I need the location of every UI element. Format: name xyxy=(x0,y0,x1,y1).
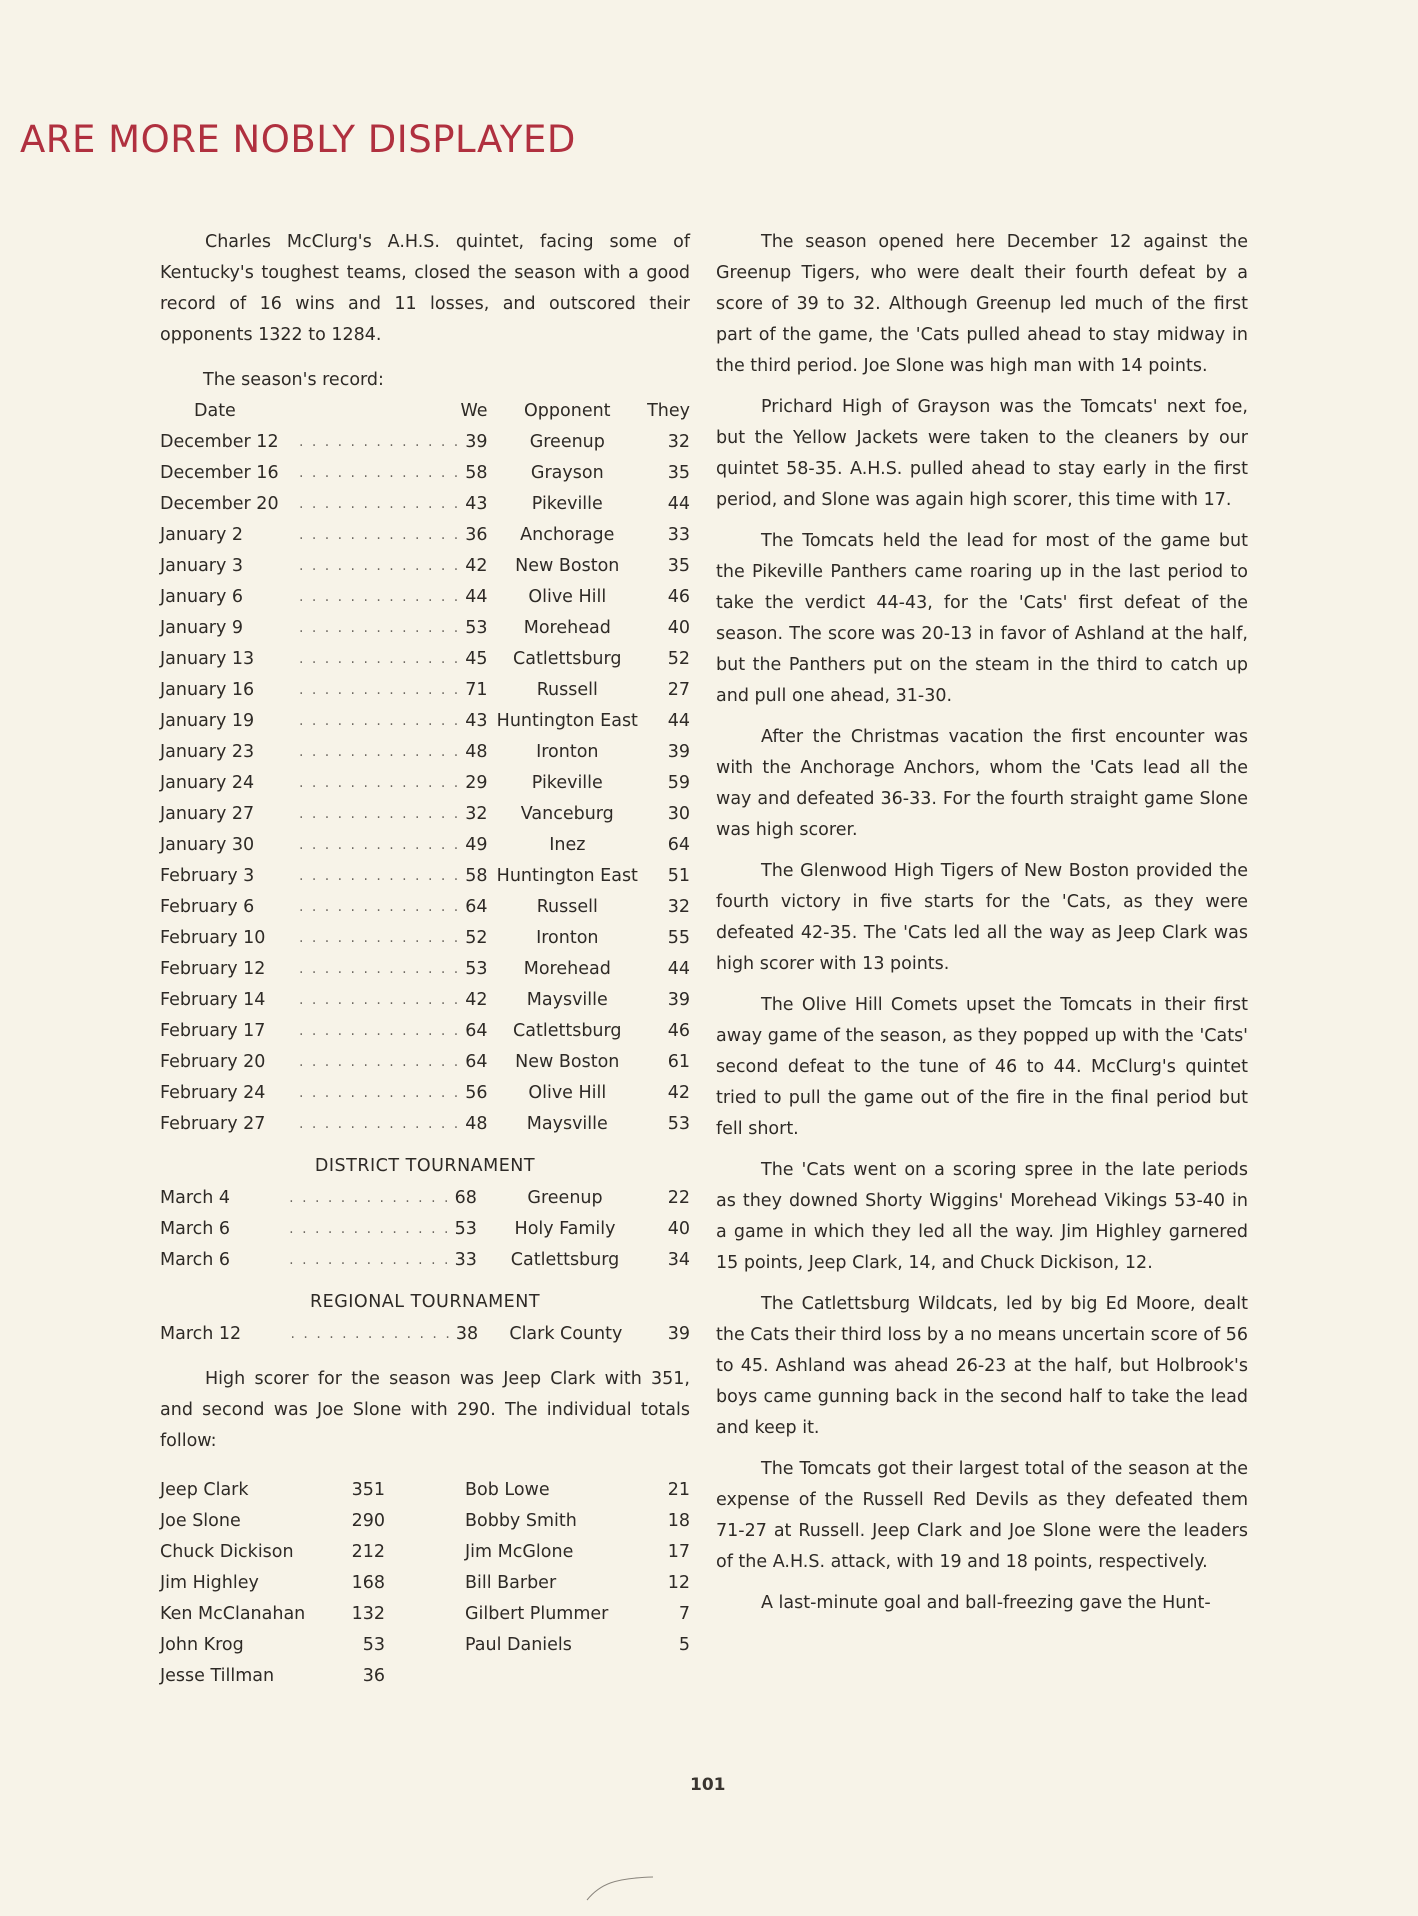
individual-totals xyxy=(160,1475,690,1692)
player-points: 17 xyxy=(667,1542,690,1562)
game-opponent: Ironton xyxy=(536,742,599,762)
header-we: We xyxy=(460,401,488,421)
table-header-row xyxy=(160,396,690,427)
table-row xyxy=(160,799,690,830)
left-column xyxy=(160,227,690,1692)
game-date: March 12 xyxy=(160,1324,242,1344)
table-row xyxy=(160,1016,690,1047)
player-name: John Krog xyxy=(160,1635,244,1655)
game-we-score: 53 xyxy=(465,618,488,638)
player-total-row xyxy=(160,1599,385,1630)
game-date: January 13 xyxy=(160,649,255,669)
game-date: December 20 xyxy=(160,494,279,514)
game-opponent: Catlettsburg xyxy=(513,1021,622,1041)
game-date: January 9 xyxy=(160,618,244,638)
game-date: January 24 xyxy=(160,773,255,793)
season-record-table xyxy=(160,396,690,1140)
game-opponent: Maysville xyxy=(526,990,608,1010)
game-we-score: 42 xyxy=(465,556,488,576)
totals-right-column xyxy=(465,1475,690,1692)
player-total-row xyxy=(465,1537,690,1568)
regional-heading: REGIONAL TOURNAMENT xyxy=(309,1292,541,1312)
game-date: January 27 xyxy=(160,804,255,824)
player-points: 21 xyxy=(667,1480,690,1500)
game-opponent: Russell xyxy=(536,680,598,700)
header-they: They xyxy=(647,401,690,421)
game-date: December 16 xyxy=(160,463,279,483)
game-opponent: Olive Hill xyxy=(528,587,607,607)
player-points: 351 xyxy=(351,1480,385,1500)
table-row xyxy=(160,644,690,675)
game-they-score: 44 xyxy=(667,711,690,731)
player-name: Bobby Smith xyxy=(465,1511,577,1531)
game-we-score: 43 xyxy=(465,711,488,731)
game-they-score: 30 xyxy=(667,804,690,824)
leader-dots: . . . . . . . . . . . . . xyxy=(298,1116,461,1132)
game-they-score: 35 xyxy=(667,463,690,483)
player-points: 168 xyxy=(351,1573,385,1593)
game-opponent: Russell xyxy=(536,897,598,917)
game-date: January 6 xyxy=(160,587,244,607)
leader-dots: . . . . . . . . . . . . . xyxy=(289,1252,451,1268)
leader-dots: . . . . . . . . . . . . . xyxy=(298,992,461,1008)
player-name: Bill Barber xyxy=(465,1573,557,1593)
game-we-score: 56 xyxy=(465,1083,488,1103)
game-we-score: 52 xyxy=(465,928,488,948)
game-date: January 16 xyxy=(160,680,255,700)
player-name: Gilbert Plummer xyxy=(465,1604,609,1624)
district-table xyxy=(160,1183,690,1276)
header-opponent: Opponent xyxy=(524,401,611,421)
game-we-score: 64 xyxy=(465,1021,488,1041)
game-date: January 23 xyxy=(160,742,255,762)
player-total-row xyxy=(465,1630,690,1661)
player-total-row xyxy=(160,1537,385,1568)
table-row xyxy=(160,427,690,458)
game-they-score: 53 xyxy=(667,1114,690,1134)
game-date: January 30 xyxy=(160,835,255,855)
game-we-score: 64 xyxy=(465,897,488,917)
player-points: 18 xyxy=(667,1511,690,1531)
game-opponent: Ironton xyxy=(536,928,599,948)
leader-dots: . . . . . . . . . . . . . xyxy=(298,930,461,946)
player-name: Jeep Clark xyxy=(160,1480,249,1500)
game-summary-paragraph: The 'Cats went on a scoring spree in the late periods as they downed Shorty Wiggins' Morehead Vikings 53-40 in a game in which they led all the way. Jim Highley garnered 15 points, Jeep Clark, 14, and Chuck Dickison, 12. xyxy=(716,1160,1248,1273)
player-points: 12 xyxy=(667,1573,690,1593)
player-name: Joe Slone xyxy=(160,1511,241,1531)
player-total-row xyxy=(160,1475,385,1506)
game-they-score: 39 xyxy=(667,1324,690,1344)
game-we-score: 53 xyxy=(465,959,488,979)
leader-dots: . . . . . . . . . . . . . xyxy=(289,1190,451,1206)
table-row xyxy=(160,675,690,706)
table-row xyxy=(160,985,690,1016)
game-they-score: 34 xyxy=(667,1250,690,1270)
leader-dots: . . . . . . . . . . . . . xyxy=(298,651,461,667)
leader-dots: . . . . . . . . . . . . . xyxy=(298,1054,461,1070)
player-total-row xyxy=(465,1506,690,1537)
game-they-score: 39 xyxy=(667,742,690,762)
district-heading: DISTRICT TOURNAMENT xyxy=(314,1156,536,1176)
game-opponent: Vanceburg xyxy=(520,804,614,824)
pencil-mark-icon xyxy=(585,1872,655,1902)
leader-dots: . . . . . . . . . . . . . xyxy=(298,961,461,977)
player-total-row xyxy=(160,1568,385,1599)
player-name: Bob Lowe xyxy=(465,1480,550,1500)
intro-paragraph: Charles McClurg's A.H.S. quintet, facing some of Kentucky's toughest teams, closed the season with a good record of 16 wins and 11 losses, and outscored their opponents 1322 to 1284. xyxy=(160,232,690,345)
leader-dots: . . . . . . . . . . . . . xyxy=(298,868,461,884)
player-total-row xyxy=(465,1475,690,1506)
game-date: March 6 xyxy=(160,1250,231,1270)
player-points: 53 xyxy=(362,1635,385,1655)
game-we-score: 68 xyxy=(454,1188,477,1208)
game-they-score: 22 xyxy=(667,1188,690,1208)
high-scorer-paragraph: High scorer for the season was Jeep Clark with 351, and second was Joe Slone with 290. The individual totals follow: xyxy=(160,1369,690,1451)
game-summary-paragraph: A last-minute goal and ball-freezing gave the Hunt- xyxy=(761,1593,1211,1613)
table-row xyxy=(160,1319,690,1350)
player-total-row xyxy=(160,1630,385,1661)
game-we-score: 32 xyxy=(465,804,488,824)
game-we-score: 43 xyxy=(465,494,488,514)
header-date: Date xyxy=(194,401,236,421)
game-we-score: 58 xyxy=(465,866,488,886)
page-number: 101 xyxy=(690,1775,726,1795)
leader-dots: . . . . . . . . . . . . . xyxy=(298,1023,461,1039)
game-opponent: Morehead xyxy=(523,959,611,979)
game-we-score: 38 xyxy=(455,1324,479,1344)
table-row xyxy=(160,1109,690,1140)
leader-dots: . . . . . . . . . . . . . xyxy=(298,589,461,605)
game-date: January 2 xyxy=(160,525,244,545)
leader-dots: . . . . . . . . . . . . . xyxy=(289,1221,451,1237)
table-row xyxy=(160,551,690,582)
player-total-row xyxy=(465,1568,690,1599)
table-row xyxy=(160,954,690,985)
game-opponent: Catlettsburg xyxy=(510,1250,620,1270)
game-opponent: Inez xyxy=(549,835,586,855)
game-date: February 20 xyxy=(160,1052,266,1072)
game-opponent: Greenup xyxy=(529,432,605,452)
game-summary-paragraph: The Catlettsburg Wildcats, led by big Ed Moore, dealt the Cats their third loss by a no means uncertain score of 56 to 45. Ashland was ahead 26-23 at the half, but Holbrook's boys came gunning back in the second half to take the lead and keep it. xyxy=(716,1294,1248,1438)
game-summary-paragraph: The Tomcats held the lead for most of the game but the Pikeville Panthers came roaring up in the last period to take the verdict 44-43, for the 'Cats' first defeat of the season. The score was 20-13 in favor of Ashland at the half, but the Panthers put on the steam in the third to catch up and pull one ahead, 31-30. xyxy=(716,531,1248,706)
game-opponent: Grayson xyxy=(530,463,604,483)
leader-dots: . . . . . . . . . . . . . xyxy=(298,806,461,822)
game-date: December 12 xyxy=(160,432,279,452)
game-opponent: Olive Hill xyxy=(528,1083,607,1103)
player-name: Jesse Tillman xyxy=(160,1666,275,1686)
player-total-row xyxy=(160,1506,385,1537)
table-row xyxy=(160,1047,690,1078)
game-opponent: Clark County xyxy=(509,1324,623,1344)
game-they-score: 51 xyxy=(667,866,690,886)
leader-dots: . . . . . . . . . . . . . xyxy=(298,899,461,915)
game-date: February 24 xyxy=(160,1083,266,1103)
game-we-score: 45 xyxy=(465,649,488,669)
game-we-score: 53 xyxy=(454,1219,477,1239)
table-row xyxy=(160,923,690,954)
page-title: ARE MORE NOBLY DISPLAYED xyxy=(20,118,576,161)
game-opponent: Morehead xyxy=(523,618,611,638)
leader-dots: . . . . . . . . . . . . . xyxy=(298,775,461,791)
game-summary-paragraph: The season opened here December 12 against the Greenup Tigers, who were dealt their fourth defeat by a score of 39 to 32. Although Greenup led much of the first part of the game, the 'Cats pulled ahead to stay midway in the third period. Joe Slone was high man with 14 points. xyxy=(716,232,1248,376)
game-they-score: 59 xyxy=(667,773,690,793)
game-we-score: 44 xyxy=(465,587,488,607)
player-points: 212 xyxy=(351,1542,385,1562)
game-they-score: 61 xyxy=(667,1052,690,1072)
game-they-score: 32 xyxy=(667,897,690,917)
leader-dots: . . . . . . . . . . . . . xyxy=(298,558,461,574)
leader-dots: . . . . . . . . . . . . . xyxy=(298,620,461,636)
games-body xyxy=(160,427,690,1140)
game-we-score: 71 xyxy=(465,680,488,700)
game-they-score: 27 xyxy=(667,680,690,700)
player-total-row xyxy=(160,1661,385,1692)
game-opponent: Maysville xyxy=(526,1114,608,1134)
game-opponent: Anchorage xyxy=(520,525,615,545)
game-summary-paragraph: Prichard High of Grayson was the Tomcats' next foe, but the Yellow Jackets were taken to the cleaners by our quintet 58-35. A.H.S. pulled ahead to stay early in the first period, and Slone was again high scorer, this time with 17. xyxy=(716,397,1248,510)
game-opponent: Greenup xyxy=(527,1188,603,1208)
game-opponent: Pikeville xyxy=(531,773,603,793)
game-date: January 19 xyxy=(160,711,255,731)
player-name: Paul Daniels xyxy=(465,1635,572,1655)
record-label: The season's record: xyxy=(203,370,384,390)
game-they-score: 42 xyxy=(667,1083,690,1103)
player-points: 5 xyxy=(678,1635,690,1655)
leader-dots: . . . . . . . . . . . . . xyxy=(298,465,461,481)
game-they-score: 33 xyxy=(667,525,690,545)
game-we-score: 36 xyxy=(465,525,488,545)
game-date: February 14 xyxy=(160,990,266,1010)
game-we-score: 49 xyxy=(465,835,488,855)
game-opponent: Huntington East xyxy=(496,711,638,731)
table-row xyxy=(160,768,690,799)
game-they-score: 35 xyxy=(667,556,690,576)
player-points: 36 xyxy=(362,1666,385,1686)
game-we-score: 39 xyxy=(465,432,488,452)
game-summary-paragraph: The Tomcats got their largest total of the season at the expense of the Russell Red Devils as they defeated them 71-27 at Russell. Jeep Clark and Joe Slone were the leaders of the A.H.S. attack, with 19 and 18 points, respectively. xyxy=(716,1459,1248,1572)
game-date: March 4 xyxy=(160,1188,231,1208)
player-points: 290 xyxy=(351,1511,385,1531)
table-row xyxy=(160,1245,690,1276)
game-they-score: 32 xyxy=(667,432,690,452)
leader-dots: . . . . . . . . . . . . . xyxy=(298,1085,461,1101)
game-date: February 17 xyxy=(160,1021,266,1041)
game-we-score: 58 xyxy=(465,463,488,483)
game-date: March 6 xyxy=(160,1219,231,1239)
table-row xyxy=(160,737,690,768)
table-row xyxy=(160,1078,690,1109)
player-name: Jim McGlone xyxy=(465,1542,574,1562)
table-row xyxy=(160,613,690,644)
regional-table xyxy=(160,1319,690,1350)
table-row xyxy=(160,1183,690,1214)
leader-dots: . . . . . . . . . . . . . xyxy=(298,434,461,450)
leader-dots: . . . . . . . . . . . . . xyxy=(298,496,461,512)
game-they-score: 46 xyxy=(667,1021,690,1041)
game-they-score: 40 xyxy=(667,618,690,638)
game-they-score: 46 xyxy=(667,587,690,607)
game-they-score: 52 xyxy=(667,649,690,669)
player-name: Chuck Dickison xyxy=(160,1542,294,1562)
table-row xyxy=(160,458,690,489)
game-opponent: Holy Family xyxy=(514,1219,616,1239)
table-row xyxy=(160,520,690,551)
player-points: 132 xyxy=(351,1604,385,1624)
leader-dots: . . . . . . . . . . . . . xyxy=(298,713,461,729)
game-we-score: 33 xyxy=(454,1250,477,1270)
table-row xyxy=(160,830,690,861)
game-summary-paragraph: The Glenwood High Tigers of New Boston provided the fourth victory in five starts for the 'Cats, as they were defeated 42-35. The 'Cats led all the way as Jeep Clark was high scorer with 13 points. xyxy=(716,861,1248,974)
player-name: Jim Highley xyxy=(160,1573,259,1593)
game-they-score: 44 xyxy=(667,494,690,514)
table-row xyxy=(160,861,690,892)
game-they-score: 39 xyxy=(667,990,690,1010)
game-date: February 12 xyxy=(160,959,266,979)
totals-left-column xyxy=(160,1475,385,1692)
table-row xyxy=(160,892,690,923)
game-summary-paragraph: The Olive Hill Comets upset the Tomcats in their first away game of the season, as they popped up with the 'Cats' second defeat to the tune of 46 to 44. McClurg's quintet tried to pull the game out of the fire in the final period but fell short. xyxy=(716,995,1248,1139)
game-date: February 10 xyxy=(160,928,266,948)
right-column xyxy=(716,227,1248,1629)
leader-dots: . . . . . . . . . . . . . xyxy=(298,744,461,760)
game-opponent: Catlettsburg xyxy=(513,649,622,669)
game-we-score: 29 xyxy=(465,773,488,793)
leader-dots: . . . . . . . . . . . . . xyxy=(298,837,461,853)
leader-dots: . . . . . . . . . . . . . xyxy=(298,527,461,543)
table-row xyxy=(160,582,690,613)
game-we-score: 64 xyxy=(465,1052,488,1072)
game-we-score: 42 xyxy=(465,990,488,1010)
game-date: February 27 xyxy=(160,1114,266,1134)
player-points: 7 xyxy=(678,1604,690,1624)
table-row xyxy=(160,489,690,520)
game-we-score: 48 xyxy=(465,742,488,762)
game-they-score: 55 xyxy=(667,928,690,948)
table-row xyxy=(160,706,690,737)
game-they-score: 64 xyxy=(667,835,690,855)
game-opponent: Pikeville xyxy=(531,494,603,514)
game-they-score: 44 xyxy=(667,959,690,979)
game-they-score: 40 xyxy=(667,1219,690,1239)
table-row xyxy=(160,1214,690,1245)
game-we-score: 48 xyxy=(465,1114,488,1134)
game-opponent: New Boston xyxy=(515,556,620,576)
leader-dots: . . . . . . . . . . . . . xyxy=(290,1326,452,1342)
game-opponent: New Boston xyxy=(515,1052,620,1072)
player-name: Ken McClanahan xyxy=(160,1604,306,1624)
game-summary-paragraph: After the Christmas vacation the first encounter was with the Anchorage Anchors, whom the 'Cats lead all the way and defeated 36-33. For the fourth straight game Slone was high scorer. xyxy=(716,727,1248,840)
game-date: February 6 xyxy=(160,897,255,917)
game-date: January 3 xyxy=(160,556,244,576)
player-total-row xyxy=(465,1599,690,1630)
leader-dots: . . . . . . . . . . . . . xyxy=(298,682,461,698)
game-opponent: Huntington East xyxy=(496,866,638,886)
game-date: February 3 xyxy=(160,866,255,886)
